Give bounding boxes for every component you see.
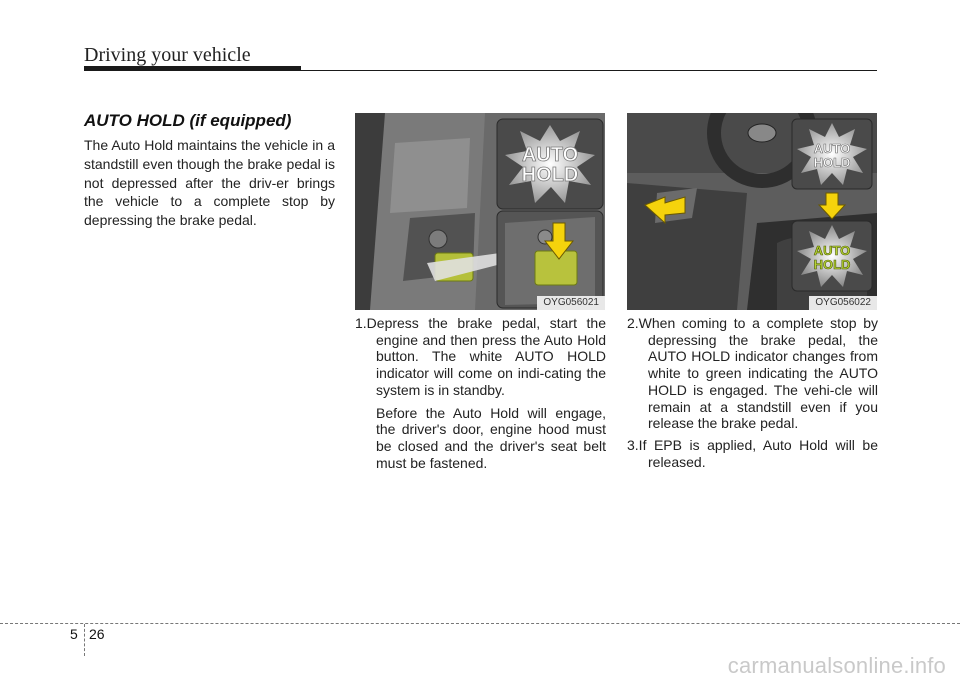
- engaged-indicator-line1: AUTO: [813, 243, 851, 258]
- steps-column-left: [355, 315, 606, 471]
- figure-code: OYG056021: [537, 296, 605, 310]
- steps-column-right: [627, 315, 878, 470]
- cabin-illustration: [627, 113, 877, 310]
- engaged-indicator-line2: HOLD: [813, 257, 851, 272]
- figure-console-button: [355, 113, 605, 310]
- watermark: carmanualsonline.info: [727, 653, 946, 678]
- step-3: 3.If EPB is applied, Auto Hold will be released.: [627, 436, 878, 470]
- page-number: 26: [89, 626, 105, 642]
- standby-indicator-line2: HOLD: [813, 155, 851, 170]
- footer-rule: [0, 623, 960, 624]
- step-1: 1.Depress the brake pedal, start the engine and then press the Auto Hold button. The white AUTO HOLD indicator will come on indi-cating the system is in standby.: [355, 315, 606, 398]
- auto-hold-indicator-line2: HOLD: [521, 164, 579, 186]
- auto-hold-indicator-line1: AUTO: [521, 144, 579, 166]
- header-rule-thin: [301, 70, 877, 71]
- chapter-number: 5: [70, 626, 78, 642]
- section-heading: AUTO HOLD (if equipped): [84, 111, 292, 130]
- header-rule-thick: [84, 66, 301, 71]
- footer-divider: [84, 624, 85, 656]
- figure-brake-pedal: [627, 113, 877, 310]
- step-1-note: Before the Auto Hold will engage, the driver's door, engine hood must be closed and the driver's seat belt must be fastened.: [376, 404, 606, 471]
- step-2: 2.When coming to a complete stop by depressing the brake pedal, the AUTO HOLD indicator changes from white to green indicating the AUTO HOLD is engaged. The vehi-cle will remain at a standstill even if you release the brake pedal.: [627, 315, 878, 432]
- figure-code: OYG056022: [809, 296, 877, 310]
- epb-button-icon: [429, 230, 447, 248]
- section-title: Driving your vehicle: [84, 44, 251, 66]
- intro-paragraph: The Auto Hold maintains the vehicle in a standstill even though the brake pedal is not depressed after the driv-er brings the vehicle to a complete stop by depressing the brake pedal.: [84, 137, 335, 229]
- standby-indicator-line1: AUTO: [813, 141, 851, 156]
- console-illustration: [355, 113, 605, 310]
